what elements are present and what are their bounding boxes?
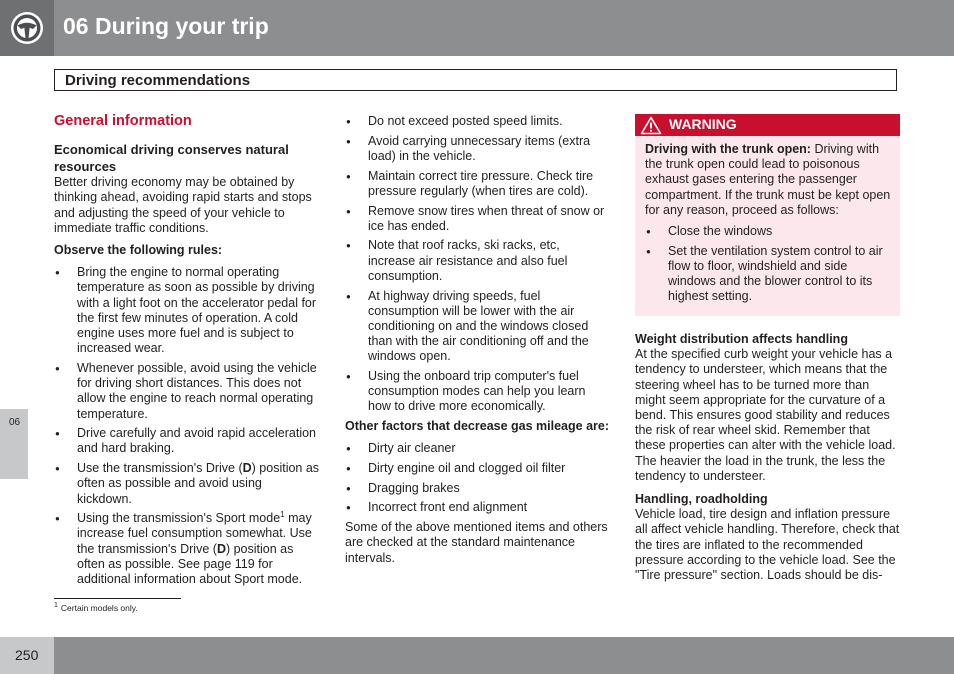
list-item-text: Using the transmission's Sport mode xyxy=(77,511,281,526)
column-2 xyxy=(345,114,610,566)
warning-lead: Driving with the trunk open: xyxy=(645,142,811,156)
list-item xyxy=(54,511,320,587)
tips-list xyxy=(345,114,610,415)
footnote xyxy=(54,602,138,613)
list-item: ● Dirty engine oil and clogged oil filter xyxy=(345,461,610,476)
list-item: ● Remove snow tires when threat of snow or ice has ended. xyxy=(345,204,610,234)
chapter-logo xyxy=(0,0,54,56)
warning-description: Driving with the trunk open could lead to poisonous exhaust gases entering the passenger compartment. If the trunk must be kept open for any reason, proceed as follows: xyxy=(645,142,891,217)
footer-bar xyxy=(54,637,954,674)
weight-distribution-heading: Weight distribution affects handling xyxy=(635,332,848,347)
list-item-text: ) position as often as possible and avoid using kickdown. xyxy=(77,461,320,506)
page-number-area xyxy=(0,637,54,674)
footnote-text: Certain models only. xyxy=(60,602,138,613)
warning-text xyxy=(645,142,892,218)
list-item: ● Dragging brakes xyxy=(345,481,610,496)
footnote-reference[interactable]: 1 xyxy=(280,510,285,520)
closing-paragraph: Some of the above mentioned items and others are checked at the standard maintenance intervals. xyxy=(345,520,608,565)
warning-steps-list xyxy=(645,224,892,305)
weight-distribution-paragraph: At the specified curb weight your vehicle has a tendency to understeer, which means that the steering wheel has to be turned more than might seem appropriate for the curvature of a bend. This ensures good stability and reduces the risk of rear wheel skid. Remember that these properties can alter with the vehicle load. The heavier the load in the trunk, the less the tendency to understeer. xyxy=(635,347,896,483)
section-title-box xyxy=(54,69,897,91)
rules-list xyxy=(54,265,320,587)
column-1 xyxy=(54,114,320,592)
list-item: ● Maintain correct tire pressure. Check tire pressure regularly (when tires are cold). xyxy=(345,169,610,199)
list-item-text: ) position as often as possible. See page 119 for additional information about Sport mode. xyxy=(77,541,303,587)
general-information-heading: General information xyxy=(54,113,192,129)
section-title: Driving recommendations xyxy=(65,72,251,89)
rules-heading: Observe the following rules: xyxy=(54,243,223,258)
drive-gear-label: D xyxy=(242,461,252,476)
list-item: ● Incorrect front end alignment xyxy=(345,500,610,515)
list-item: ● Dirty air cleaner xyxy=(345,441,610,456)
warning-triangle-icon xyxy=(640,116,662,135)
side-tab-label: 06 xyxy=(9,417,21,428)
economical-driving-subheading: Economical driving conserves natural resources xyxy=(54,142,289,175)
warning-label: WARNING xyxy=(669,116,737,132)
list-item-text: Use the transmission's Drive ( xyxy=(77,461,243,476)
drive-gear-label: D xyxy=(216,541,226,556)
footnote-divider xyxy=(54,598,181,599)
list-item: ● Avoid carrying unnecessary items (extra load) in the vehicle. xyxy=(345,134,610,164)
handling-heading: Handling, roadholding xyxy=(635,492,768,507)
column-3 xyxy=(635,114,900,583)
list-item: ● Set the ventilation system control to air flow to floor, windshield and side windows and the blower control to its highest setting. xyxy=(645,244,892,305)
warning-body xyxy=(635,136,900,316)
other-factors-heading: Other factors that decrease gas mileage are: xyxy=(345,419,610,434)
list-item: ● Drive carefully and avoid rapid acceleration and hard braking. xyxy=(54,426,320,456)
footnote-mark: 1 xyxy=(54,602,58,609)
chapter-side-tab[interactable] xyxy=(0,409,28,479)
chapter-title: 06 During your trip xyxy=(63,13,269,39)
list-item: ● Bring the engine to normal operating temperature as soon as possible by driving with a light foot on the accelerator pedal for the first few minutes of operation. A cold engine uses more fuel and is subject to increased wear. xyxy=(54,265,320,356)
list-item: ● Note that roof racks, ski racks, etc, increase air resistance and also fuel consumption. xyxy=(345,238,610,284)
steering-wheel-icon xyxy=(9,10,45,46)
page-number: 250 xyxy=(15,647,39,663)
list-item: ● Do not exceed posted speed limits. xyxy=(345,114,610,129)
list-item xyxy=(54,461,320,507)
intro-paragraph: Better driving economy may be obtained by thinking ahead, avoiding rapid starts and stops and adjusting the speed of your vehicle to immediate traffic conditions. xyxy=(54,175,312,235)
handling-paragraph: Vehicle load, tire design and inflation pressure all affect vehicle handling. Therefore, check that the tires are inflated to the recommended pressure according to the vehicle load. See the "Tire pressure" section. Loads should be dis- xyxy=(635,507,900,583)
list-item: ● Whenever possible, avoid using the vehicle for driving short distances. This does not allow the engine to reach normal operating temperature. xyxy=(54,361,320,422)
list-item: ● Close the windows xyxy=(645,224,892,239)
list-item: ● Using the onboard trip computer's fuel consumption modes can help you learn how to drive more economically. xyxy=(345,369,610,415)
list-item-text: may increase fuel consumption somewhat. Use the transmission's Drive ( xyxy=(77,511,312,556)
list-item: ● At highway driving speeds, fuel consumption will be lower with the air conditioning on and the windows closed than with the air conditioning off and the windows open. xyxy=(345,289,610,365)
warning-header xyxy=(635,114,900,136)
warning-box xyxy=(635,114,900,316)
other-factors-list xyxy=(345,441,610,515)
